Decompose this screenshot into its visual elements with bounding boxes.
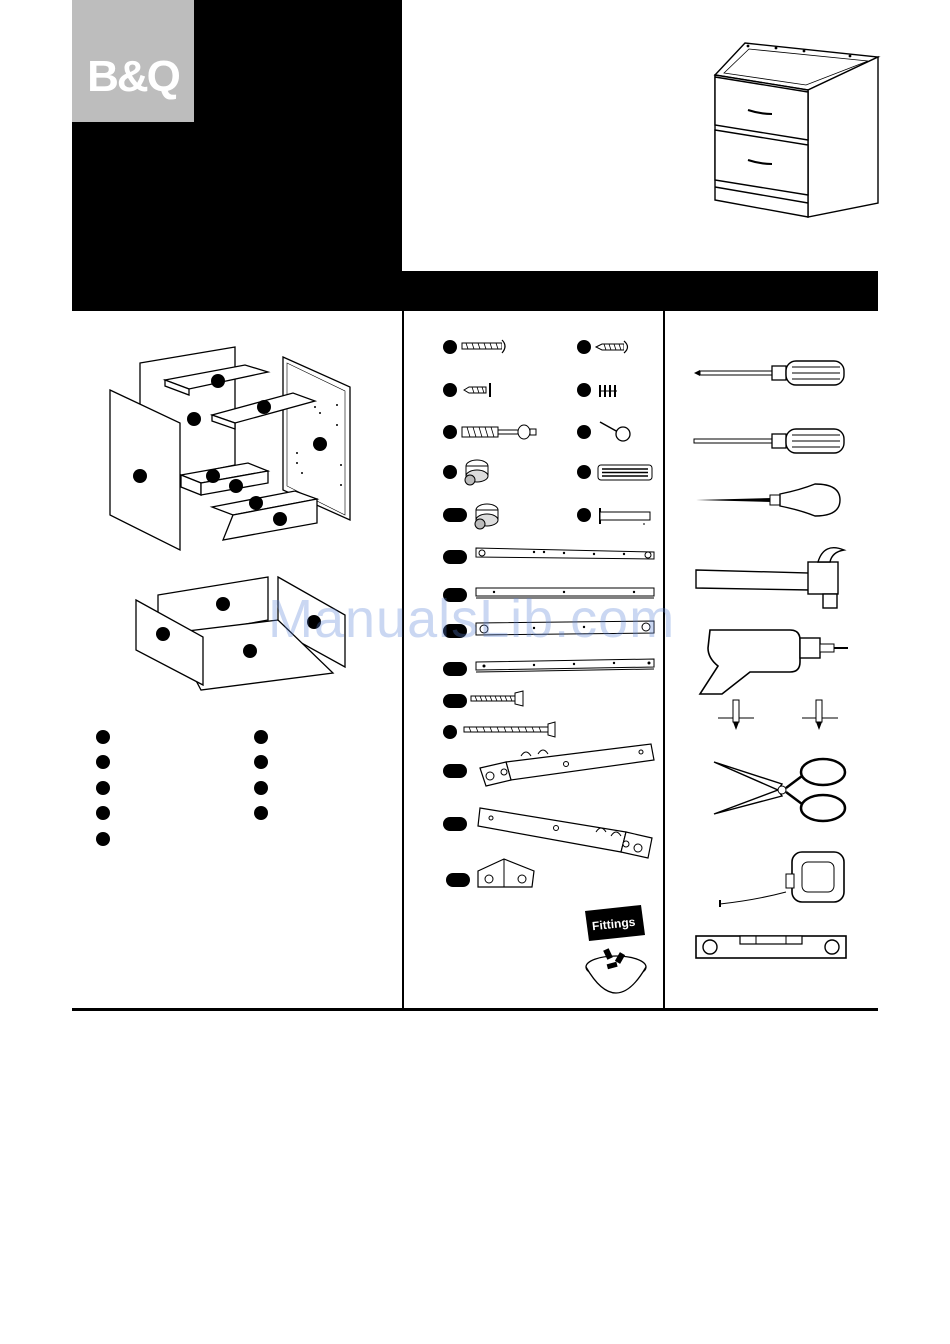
fitting-marker	[443, 508, 467, 522]
part-marker	[216, 597, 230, 611]
bradawl-icon	[690, 480, 850, 520]
part-marker	[156, 627, 170, 641]
long-screw-icon	[462, 337, 512, 357]
drawer-front-bracket-left-icon	[476, 742, 658, 792]
short-screw-icon	[596, 338, 634, 356]
fitting-marker	[443, 465, 457, 479]
cabinet-runner-icon	[474, 656, 658, 676]
drawer-runner-icon	[474, 545, 658, 565]
fitting-marker	[443, 383, 457, 397]
panel-list-marker	[254, 806, 268, 820]
panel-list-marker	[96, 755, 110, 769]
part-marker	[211, 374, 225, 388]
fitting-marker	[446, 873, 470, 887]
phillips-screwdriver-icon	[690, 357, 850, 389]
part-marker	[243, 644, 257, 658]
hammer-icon	[690, 540, 850, 612]
power-drill-icon	[690, 622, 855, 740]
part-marker	[313, 437, 327, 451]
small-screw-icon	[464, 382, 496, 398]
carcass-exploded-diagram	[105, 345, 365, 560]
runner-screw-icon	[471, 690, 527, 708]
plastic-plinth-strip-icon	[598, 464, 654, 482]
extra-long-screw-icon	[464, 721, 558, 739]
watermark-text: ManualsLib.com	[268, 589, 676, 649]
part-marker	[133, 469, 147, 483]
fitting-marker	[577, 383, 591, 397]
panel-list-marker	[254, 730, 268, 744]
scissors-icon	[708, 752, 853, 827]
fitting-marker	[577, 340, 591, 354]
dowel-spring-icon	[597, 383, 621, 399]
fitting-marker	[577, 465, 591, 479]
shelf-pin-icon	[598, 418, 634, 444]
cam-lock-icon	[462, 456, 492, 486]
panel-list-marker	[96, 781, 110, 795]
fittings-bag-label: Fittings	[591, 914, 636, 934]
fitting-marker	[443, 340, 457, 354]
cabinet-product-illustration	[700, 35, 890, 225]
column-divider-right	[663, 311, 665, 1009]
wooden-dowel-icon	[597, 506, 653, 528]
part-marker	[229, 479, 243, 493]
title-bar	[72, 271, 878, 311]
bottom-rule	[72, 1008, 878, 1011]
fitting-marker	[443, 764, 467, 778]
fitting-marker	[443, 725, 457, 739]
panel-list-marker	[254, 755, 268, 769]
part-marker	[249, 496, 263, 510]
fitting-marker	[577, 425, 591, 439]
fitting-marker	[443, 694, 467, 708]
cam-bolt-icon	[462, 423, 542, 441]
part-marker	[187, 412, 201, 426]
corner-bracket-icon	[474, 857, 538, 893]
fitting-marker	[443, 550, 467, 564]
part-marker	[273, 512, 287, 526]
panel-list-marker	[96, 806, 110, 820]
panel-list-marker	[96, 730, 110, 744]
flat-screwdriver-icon	[690, 425, 850, 457]
fitting-marker	[577, 508, 591, 522]
cam-lock-large-icon	[472, 500, 502, 530]
column-divider-left	[402, 311, 404, 1009]
fitting-marker	[443, 817, 467, 831]
brand-logo-text: B&Q	[87, 52, 179, 101]
fitting-marker	[443, 425, 457, 439]
panel-list-marker	[96, 832, 110, 846]
part-marker	[206, 469, 220, 483]
spirit-level-icon	[694, 932, 850, 962]
part-marker	[257, 400, 271, 414]
panel-list-marker	[254, 781, 268, 795]
fitting-marker	[443, 662, 467, 676]
tape-measure-icon	[712, 850, 852, 910]
